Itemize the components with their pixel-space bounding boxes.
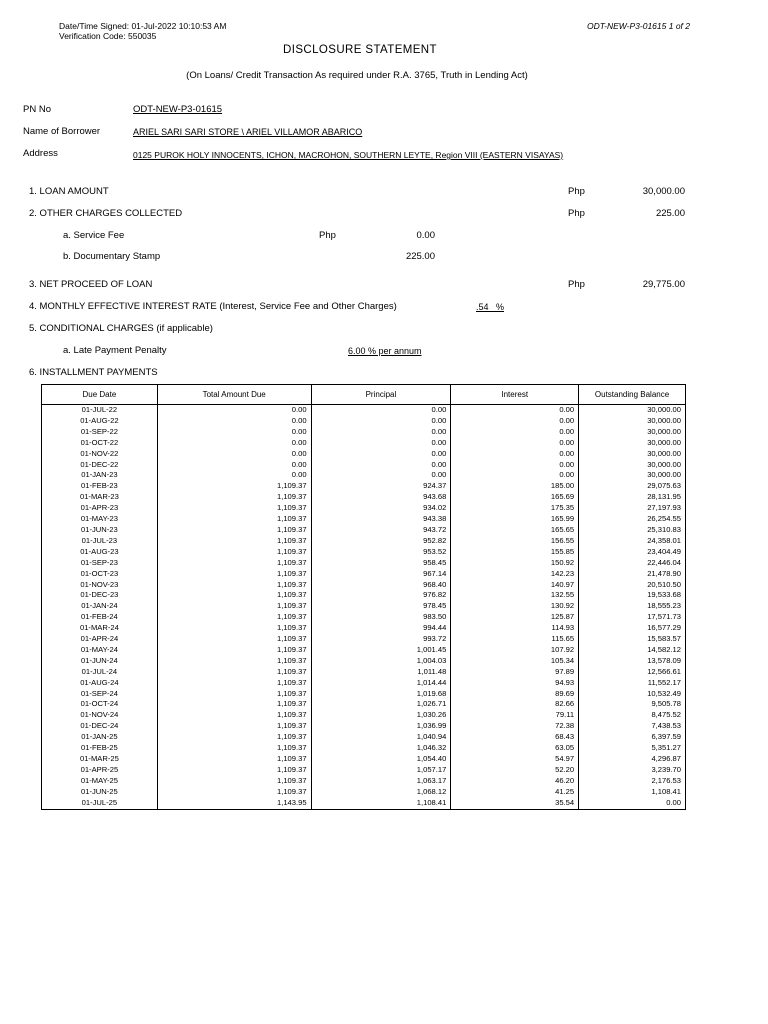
principal-cell: 978.45 (311, 601, 451, 612)
loan-amount-value: 30,000.00 (642, 186, 685, 197)
table-row (42, 525, 686, 536)
balance-cell: 24,358.01 (579, 536, 686, 547)
due-date-cell: 01-MAY-24 (42, 645, 158, 656)
balance-cell: 26,254.55 (579, 514, 686, 525)
interest-cell: 114.93 (451, 623, 579, 634)
table-row (42, 721, 686, 732)
due-date-cell: 01-FEB-24 (42, 612, 158, 623)
total-amount-cell: 0.00 (157, 470, 311, 481)
balance-cell: 29,075.63 (579, 481, 686, 492)
table-row (42, 405, 686, 416)
net-proceed-currency: Php (568, 279, 585, 290)
balance-cell: 30,000.00 (579, 449, 686, 460)
balance-cell: 14,582.12 (579, 645, 686, 656)
balance-cell: 20,510.50 (579, 580, 686, 591)
table-row (42, 645, 686, 656)
table-row (42, 536, 686, 547)
balance-cell: 30,000.00 (579, 405, 686, 416)
table-row (42, 514, 686, 525)
interest-cell: 155.85 (451, 547, 579, 558)
document-subtitle: (On Loans/ Credit Transaction As required under R.A. 3765, Truth in Lending Act) (186, 70, 528, 81)
total-amount-cell: 1,109.37 (157, 765, 311, 776)
total-amount-cell: 1,109.37 (157, 536, 311, 547)
table-row (42, 492, 686, 503)
principal-cell: 0.00 (311, 405, 451, 416)
due-date-cell: 01-DEC-23 (42, 590, 158, 601)
balance-cell: 4,296.87 (579, 754, 686, 765)
principal-cell: 1,108.41 (311, 798, 451, 809)
total-amount-cell: 1,109.37 (157, 710, 311, 721)
due-date-cell: 01-MAR-25 (42, 754, 158, 765)
due-date-cell: 01-JUL-22 (42, 405, 158, 416)
interest-cell: 0.00 (451, 460, 579, 471)
principal-cell: 934.02 (311, 503, 451, 514)
total-amount-cell: 1,109.37 (157, 634, 311, 645)
total-amount-cell: 1,109.37 (157, 580, 311, 591)
total-amount-cell: 0.00 (157, 427, 311, 438)
interest-cell: 82.66 (451, 699, 579, 710)
total-amount-cell: 1,109.37 (157, 492, 311, 503)
interest-cell: 94.93 (451, 678, 579, 689)
balance-cell: 11,552.17 (579, 678, 686, 689)
interest-cell: 165.65 (451, 525, 579, 536)
principal-cell: 1,036.99 (311, 721, 451, 732)
total-amount-cell: 1,109.37 (157, 656, 311, 667)
due-date-cell: 01-APR-23 (42, 503, 158, 514)
balance-cell: 7,438.53 (579, 721, 686, 732)
balance-cell: 30,000.00 (579, 460, 686, 471)
net-proceed-label: 3. NET PROCEED OF LOAN (29, 279, 153, 290)
balance-cell: 1,108.41 (579, 787, 686, 798)
balance-cell: 8,475.52 (579, 710, 686, 721)
interest-cell: 0.00 (451, 416, 579, 427)
installment-payments-label: 6. INSTALLMENT PAYMENTS (29, 367, 158, 378)
interest-cell: 156.55 (451, 536, 579, 547)
due-date-cell: 01-MAY-25 (42, 776, 158, 787)
principal-cell: 976.82 (311, 590, 451, 601)
balance-cell: 30,000.00 (579, 427, 686, 438)
balance-cell: 12,566.61 (579, 667, 686, 678)
header-outstanding-balance: Outstanding Balance (579, 385, 686, 405)
total-amount-cell: 0.00 (157, 405, 311, 416)
total-amount-cell: 0.00 (157, 449, 311, 460)
total-amount-cell: 1,109.37 (157, 743, 311, 754)
total-amount-cell: 1,109.37 (157, 776, 311, 787)
interest-cell: 63.05 (451, 743, 579, 754)
due-date-cell: 01-NOV-23 (42, 580, 158, 591)
table-row (42, 776, 686, 787)
due-date-cell: 01-SEP-23 (42, 558, 158, 569)
due-date-cell: 01-JAN-25 (42, 732, 158, 743)
borrower-label: Name of Borrower (23, 126, 101, 137)
table-row (42, 547, 686, 558)
installment-table (41, 384, 686, 810)
total-amount-cell: 0.00 (157, 438, 311, 449)
due-date-cell: 01-JUN-24 (42, 656, 158, 667)
address-label: Address (23, 148, 58, 159)
late-penalty-label: a. Late Payment Penalty (63, 345, 167, 356)
table-row (42, 732, 686, 743)
due-date-cell: 01-DEC-24 (42, 721, 158, 732)
principal-cell: 0.00 (311, 438, 451, 449)
principal-cell: 0.00 (311, 460, 451, 471)
table-row (42, 601, 686, 612)
due-date-cell: 01-JUN-23 (42, 525, 158, 536)
due-date-cell: 01-MAR-23 (42, 492, 158, 503)
balance-cell: 30,000.00 (579, 438, 686, 449)
balance-cell: 30,000.00 (579, 416, 686, 427)
interest-cell: 52.20 (451, 765, 579, 776)
balance-cell: 17,571.73 (579, 612, 686, 623)
principal-cell: 1,040.94 (311, 732, 451, 743)
interest-cell: 46.20 (451, 776, 579, 787)
table-row (42, 449, 686, 460)
interest-cell: 115.65 (451, 634, 579, 645)
interest-rate-value: .54 % (476, 302, 505, 312)
interest-cell: 105.34 (451, 656, 579, 667)
table-row (42, 481, 686, 492)
principal-cell: 1,046.32 (311, 743, 451, 754)
table-row (42, 460, 686, 471)
loan-amount-currency: Php (568, 186, 585, 197)
interest-cell: 132.55 (451, 590, 579, 601)
principal-cell: 0.00 (311, 416, 451, 427)
principal-cell: 1,057.17 (311, 765, 451, 776)
other-charges-label: 2. OTHER CHARGES COLLECTED (29, 208, 183, 219)
due-date-cell: 01-MAY-23 (42, 514, 158, 525)
balance-cell: 28,131.95 (579, 492, 686, 503)
balance-cell: 19,533.68 (579, 590, 686, 601)
service-fee-currency: Php (319, 230, 336, 241)
balance-cell: 23,404.49 (579, 547, 686, 558)
total-amount-cell: 1,109.37 (157, 754, 311, 765)
principal-cell: 924.37 (311, 481, 451, 492)
interest-cell: 150.92 (451, 558, 579, 569)
table-row (42, 656, 686, 667)
net-proceed-value: 29,775.00 (642, 279, 685, 290)
other-charges-value: 225.00 (655, 208, 685, 219)
service-fee-label: a. Service Fee (63, 230, 125, 241)
interest-cell: 107.92 (451, 645, 579, 656)
header-due-date: Due Date (42, 385, 158, 405)
due-date-cell: 01-OCT-22 (42, 438, 158, 449)
interest-cell: 175.35 (451, 503, 579, 514)
interest-cell: 0.00 (451, 449, 579, 460)
principal-cell: 1,011.48 (311, 667, 451, 678)
total-amount-cell: 1,109.37 (157, 481, 311, 492)
table-row (42, 667, 686, 678)
documentary-stamp-value: 225.00 (405, 251, 435, 262)
table-row (42, 612, 686, 623)
total-amount-cell: 0.00 (157, 460, 311, 471)
due-date-cell: 01-FEB-25 (42, 743, 158, 754)
balance-cell: 22,446.04 (579, 558, 686, 569)
due-date-cell: 01-DEC-22 (42, 460, 158, 471)
interest-cell: 72.38 (451, 721, 579, 732)
due-date-cell: 01-FEB-23 (42, 481, 158, 492)
due-date-cell: 01-JAN-24 (42, 601, 158, 612)
table-row (42, 743, 686, 754)
principal-cell: 994.44 (311, 623, 451, 634)
total-amount-cell: 1,109.37 (157, 525, 311, 536)
principal-cell: 953.52 (311, 547, 451, 558)
interest-cell: 0.00 (451, 405, 579, 416)
due-date-cell: 01-NOV-24 (42, 710, 158, 721)
total-amount-cell: 1,109.37 (157, 514, 311, 525)
balance-cell: 27,197.93 (579, 503, 686, 514)
due-date-cell: 01-SEP-22 (42, 427, 158, 438)
pn-value: ODT-NEW-P3-01615 (133, 104, 223, 115)
principal-cell: 1,063.17 (311, 776, 451, 787)
balance-cell: 30,000.00 (579, 470, 686, 481)
table-row (42, 634, 686, 645)
interest-cell: 0.00 (451, 470, 579, 481)
principal-cell: 1,068.12 (311, 787, 451, 798)
balance-cell: 2,176.53 (579, 776, 686, 787)
due-date-cell: 01-APR-25 (42, 765, 158, 776)
table-row (42, 798, 686, 809)
principal-cell: 1,054.40 (311, 754, 451, 765)
principal-cell: 1,019.68 (311, 689, 451, 700)
principal-cell: 1,014.44 (311, 678, 451, 689)
interest-cell: 130.92 (451, 601, 579, 612)
header-interest: Interest (451, 385, 579, 405)
principal-cell: 1,030.26 (311, 710, 451, 721)
late-penalty-value: 6.00 % per annum (348, 346, 422, 356)
table-row (42, 710, 686, 721)
total-amount-cell: 1,109.37 (157, 601, 311, 612)
table-row (42, 590, 686, 601)
address-value: 0125 PUROK HOLY INNOCENTS, ICHON, MACROHON, SOUTHERN LEYTE, Region VIII (EASTERN VISAYAS) (133, 150, 564, 160)
due-date-cell: 01-JUL-23 (42, 536, 158, 547)
due-date-cell: 01-APR-24 (42, 634, 158, 645)
table-row (42, 558, 686, 569)
interest-cell: 35.54 (451, 798, 579, 809)
verification-code: Verification Code: 550035 (59, 31, 157, 41)
principal-cell: 943.72 (311, 525, 451, 536)
loan-amount-label: 1. LOAN AMOUNT (29, 186, 109, 197)
total-amount-cell: 1,109.37 (157, 569, 311, 580)
interest-cell: 54.97 (451, 754, 579, 765)
due-date-cell: 01-AUG-23 (42, 547, 158, 558)
interest-cell: 165.99 (451, 514, 579, 525)
interest-cell: 0.00 (451, 438, 579, 449)
principal-cell: 0.00 (311, 470, 451, 481)
due-date-cell: 01-SEP-24 (42, 689, 158, 700)
document-title: DISCLOSURE STATEMENT (283, 44, 437, 56)
service-fee-value: 0.00 (416, 230, 435, 241)
interest-cell: 165.69 (451, 492, 579, 503)
total-amount-cell: 1,109.37 (157, 590, 311, 601)
due-date-cell: 01-JUL-24 (42, 667, 158, 678)
pn-label: PN No (23, 104, 51, 115)
table-row (42, 689, 686, 700)
principal-cell: 0.00 (311, 449, 451, 460)
table-row (42, 438, 686, 449)
table-row (42, 623, 686, 634)
due-date-cell: 01-AUG-24 (42, 678, 158, 689)
interest-cell: 79.11 (451, 710, 579, 721)
date-signed: Date/Time Signed: 01-Jul-2022 10:10:53 AM (59, 21, 227, 31)
table-row (42, 503, 686, 514)
total-amount-cell: 1,109.37 (157, 721, 311, 732)
table-row (42, 787, 686, 798)
total-amount-cell: 1,109.37 (157, 645, 311, 656)
table-row (42, 765, 686, 776)
total-amount-cell: 0.00 (157, 416, 311, 427)
interest-cell: 0.00 (451, 427, 579, 438)
total-amount-cell: 1,109.37 (157, 503, 311, 514)
interest-cell: 68.43 (451, 732, 579, 743)
balance-cell: 25,310.83 (579, 525, 686, 536)
balance-cell: 5,351.27 (579, 743, 686, 754)
document-reference: ODT-NEW-P3-01615 1 of 2 (587, 21, 690, 31)
due-date-cell: 01-NOV-22 (42, 449, 158, 460)
interest-cell: 142.23 (451, 569, 579, 580)
principal-cell: 943.68 (311, 492, 451, 503)
interest-cell: 97.89 (451, 667, 579, 678)
total-amount-cell: 1,109.37 (157, 667, 311, 678)
total-amount-cell: 1,109.37 (157, 689, 311, 700)
due-date-cell: 01-AUG-22 (42, 416, 158, 427)
principal-cell: 968.40 (311, 580, 451, 591)
total-amount-cell: 1,143.95 (157, 798, 311, 809)
due-date-cell: 01-OCT-24 (42, 699, 158, 710)
balance-cell: 0.00 (579, 798, 686, 809)
table-row (42, 699, 686, 710)
interest-cell: 140.97 (451, 580, 579, 591)
documentary-stamp-label: b. Documentary Stamp (63, 251, 161, 262)
table-body (42, 405, 686, 810)
borrower-value: ARIEL SARI SARI STORE \ ARIEL VILLAMOR ABARICO (133, 127, 363, 137)
interest-cell: 89.69 (451, 689, 579, 700)
table-row (42, 427, 686, 438)
table-row (42, 754, 686, 765)
principal-cell: 0.00 (311, 427, 451, 438)
due-date-cell: 01-JUL-25 (42, 798, 158, 809)
due-date-cell: 01-OCT-23 (42, 569, 158, 580)
principal-cell: 943.38 (311, 514, 451, 525)
balance-cell: 16,577.29 (579, 623, 686, 634)
balance-cell: 3,239.70 (579, 765, 686, 776)
interest-cell: 41.25 (451, 787, 579, 798)
principal-cell: 967.14 (311, 569, 451, 580)
conditional-charges-label: 5. CONDITIONAL CHARGES (if applicable) (29, 323, 213, 334)
total-amount-cell: 1,109.37 (157, 732, 311, 743)
total-amount-cell: 1,109.37 (157, 547, 311, 558)
table-row (42, 470, 686, 481)
total-amount-cell: 1,109.37 (157, 699, 311, 710)
table-row (42, 569, 686, 580)
balance-cell: 9,505.78 (579, 699, 686, 710)
principal-cell: 1,001.45 (311, 645, 451, 656)
principal-cell: 1,026.71 (311, 699, 451, 710)
principal-cell: 952.82 (311, 536, 451, 547)
due-date-cell: 01-JAN-23 (42, 470, 158, 481)
total-amount-cell: 1,109.37 (157, 623, 311, 634)
total-amount-cell: 1,109.37 (157, 612, 311, 623)
table-row (42, 416, 686, 427)
total-amount-cell: 1,109.37 (157, 678, 311, 689)
due-date-cell: 01-MAR-24 (42, 623, 158, 634)
principal-cell: 983.50 (311, 612, 451, 623)
due-date-cell: 01-JUN-25 (42, 787, 158, 798)
principal-cell: 993.72 (311, 634, 451, 645)
balance-cell: 15,583.57 (579, 634, 686, 645)
total-amount-cell: 1,109.37 (157, 558, 311, 569)
balance-cell: 13,578.09 (579, 656, 686, 667)
interest-cell: 185.00 (451, 481, 579, 492)
header-total-amount-due: Total Amount Due (157, 385, 311, 405)
table-header-row (42, 385, 686, 405)
balance-cell: 6,397.59 (579, 732, 686, 743)
table-row (42, 678, 686, 689)
principal-cell: 958.45 (311, 558, 451, 569)
interest-cell: 125.87 (451, 612, 579, 623)
principal-cell: 1,004.03 (311, 656, 451, 667)
total-amount-cell: 1,109.37 (157, 787, 311, 798)
header-principal: Principal (311, 385, 451, 405)
balance-cell: 21,478.90 (579, 569, 686, 580)
table-row (42, 580, 686, 591)
other-charges-currency: Php (568, 208, 585, 219)
interest-rate-label: 4. MONTHLY EFFECTIVE INTEREST RATE (Interest, Service Fee and Other Charges) (29, 301, 397, 312)
balance-cell: 18,555.23 (579, 601, 686, 612)
balance-cell: 10,532.49 (579, 689, 686, 700)
